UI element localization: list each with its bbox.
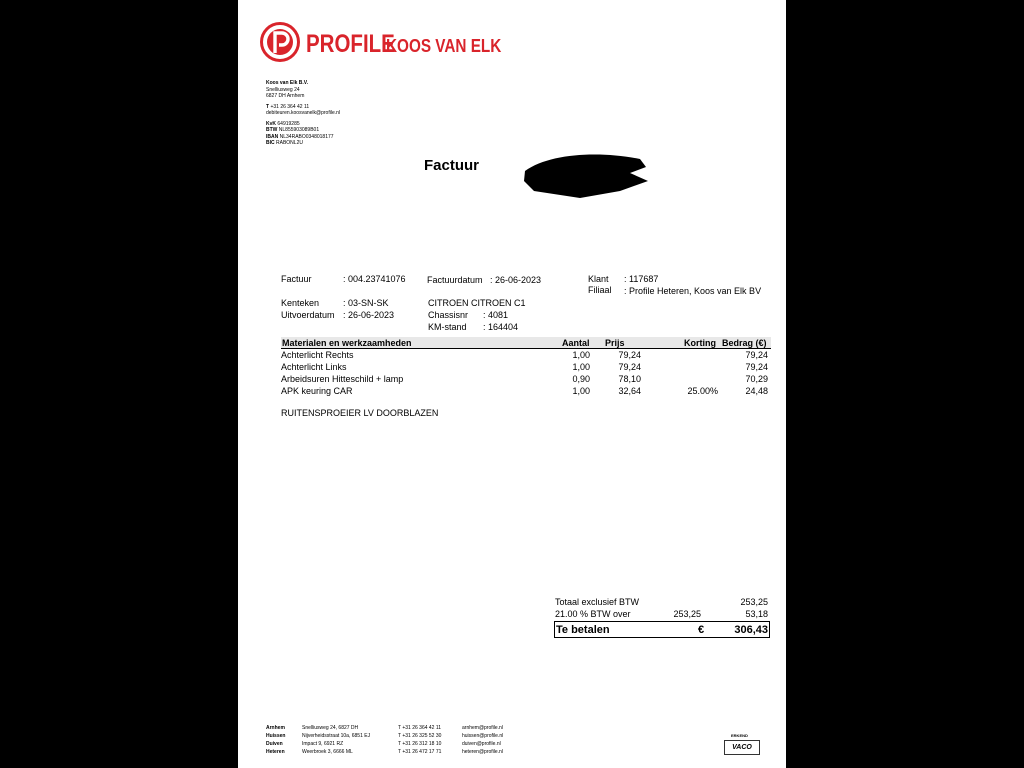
kenteken-value: : 03-SN-SK	[343, 298, 389, 308]
row-qty: 1,00	[572, 386, 590, 396]
factuur-value: : 004.23741076	[343, 274, 406, 284]
col-price-header: Prijs	[605, 338, 625, 348]
row-amount: 79,24	[745, 350, 768, 360]
kenteken-label: Kenteken	[281, 298, 320, 308]
company-name: Koos van Elk B.V.	[266, 80, 309, 86]
iban-label: IBAN	[266, 133, 279, 140]
footer-city: Heteren	[266, 749, 285, 755]
filiaal-label: Filiaal	[588, 285, 612, 295]
totals-box-right	[769, 621, 770, 637]
row-price: 32,64	[618, 386, 641, 396]
row-desc: Arbeidsuren Hitteschild + lamp	[281, 374, 404, 384]
row-desc: Achterlicht Links	[281, 362, 347, 372]
chassis-value: : 4081	[483, 310, 509, 320]
col-desc-header: Materialen en werkzaamheden	[282, 338, 412, 348]
footer-email: duiven@profile.nl	[462, 741, 501, 747]
footer-city: Arnhem	[266, 725, 285, 731]
badge-erkend: ERKEND	[731, 733, 748, 738]
totals-box-left	[554, 621, 555, 637]
footer-address: Impact 9, 6921 RZ	[302, 741, 344, 747]
row-amount: 24,48	[745, 386, 768, 396]
pay-amount: 306,43	[734, 624, 768, 636]
invoice-title: Factuur	[424, 157, 480, 174]
company-city: 6827 DH Arnhem	[266, 93, 305, 99]
kvk-label: KvK	[266, 120, 277, 127]
btw-line-label: 21.00 % BTW over	[555, 609, 631, 619]
footer-address: Weerbroek 3, 6666 ML	[302, 749, 353, 755]
row-discount: 25.00%	[687, 386, 718, 396]
footer-emails	[462, 724, 503, 756]
row-amount: 70,29	[745, 374, 768, 384]
km-value: : 164404	[483, 322, 519, 332]
row-qty: 1,00	[572, 362, 590, 372]
footer-phone: T +31 26 325 52 30	[398, 733, 442, 739]
footer-phones	[398, 724, 441, 756]
profile-logo-icon	[260, 22, 300, 62]
total-excl-label: Totaal exclusief BTW	[555, 597, 640, 607]
company-street: Snelliusweg 24	[266, 86, 300, 93]
col-amount-header: Bedrag (€)	[722, 338, 767, 348]
uitvoerdatum-value: : 26-06-2023	[343, 310, 395, 320]
total-excl-value: 253,25	[740, 597, 768, 607]
footer-email: huissen@profile.nl	[462, 733, 504, 739]
invoice-page	[238, 0, 786, 768]
footer-cities	[266, 724, 285, 756]
col-qty-header: Aantal	[562, 338, 590, 348]
totals-divider	[554, 621, 770, 622]
footer-address: Nijverheidsstraat 10a, 6851 EJ	[302, 733, 371, 739]
btw-label: BTW	[266, 127, 278, 133]
footer-email: arnhem@profile.nl	[462, 725, 503, 731]
row-desc: APK keuring CAR	[281, 386, 353, 396]
company-address	[266, 80, 340, 147]
footer-address: Snelliusweg 24, 6827 DH	[302, 725, 359, 731]
company-phone: +31 26 364 42 11	[270, 103, 310, 110]
col-discount-header: Korting	[684, 338, 716, 348]
klant-value: : 117687	[624, 274, 659, 284]
pay-currency: €	[698, 624, 705, 636]
footer-phone: T +31 26 312 18 10	[398, 741, 442, 747]
footer-addresses	[302, 724, 370, 756]
btw-value: NL855903089B01	[278, 127, 320, 133]
company-email: debiteuren.koosvanelk@profile.nl	[266, 110, 341, 116]
factuurdatum-label: Factuurdatum	[427, 275, 483, 285]
brand-name: PROFILE	[306, 30, 395, 58]
row-amount: 79,24	[745, 362, 768, 372]
btw-amount: 53,18	[745, 609, 768, 619]
totals-box-bottom	[554, 637, 770, 638]
footer-city: Huissen	[266, 733, 286, 739]
filiaal-value: : Profile Heteren, Koos van Elk BV	[624, 286, 762, 296]
brand-dealer: KOOS VAN ELK	[386, 36, 502, 56]
chassis-label: Chassisnr	[428, 310, 469, 320]
footer-phone: T +31 26 472 17 71	[398, 749, 442, 755]
factuur-label: Factuur	[281, 274, 312, 284]
bic-label: BIC	[266, 140, 275, 146]
footer-city: Duiven	[266, 741, 283, 747]
row-qty: 1,00	[572, 350, 590, 360]
row-price: 78,10	[618, 374, 641, 384]
factuurdatum-value: : 26-06-2023	[490, 275, 542, 285]
row-qty: 0,90	[572, 374, 590, 384]
row-desc: Achterlicht Rechts	[281, 350, 354, 360]
vehicle-model: CITROEN CITROEN C1	[428, 298, 526, 308]
row-price: 79,24	[618, 362, 641, 372]
iban-value: NL34RABO0348018177	[279, 133, 334, 140]
vaco-badge-icon: VACO	[724, 740, 760, 755]
pay-label: Te betalen	[556, 624, 610, 636]
redaction-mark	[520, 151, 650, 199]
kvk-value: 64919285	[277, 120, 300, 127]
btw-base: 253,25	[673, 609, 701, 619]
klant-label: Klant	[588, 274, 609, 284]
footer-email: heteren@profile.nl	[462, 749, 503, 755]
km-label: KM-stand	[428, 322, 467, 332]
phone-label: T	[266, 103, 270, 110]
uitvoerdatum-label: Uitvoerdatum	[281, 310, 335, 320]
bic-value: RABONL2U	[276, 140, 303, 146]
row-price: 79,24	[618, 350, 641, 360]
work-note: RUITENSPROEIER LV DOORBLAZEN	[281, 408, 439, 418]
footer-phone: T +31 26 364 42 11	[398, 725, 442, 731]
